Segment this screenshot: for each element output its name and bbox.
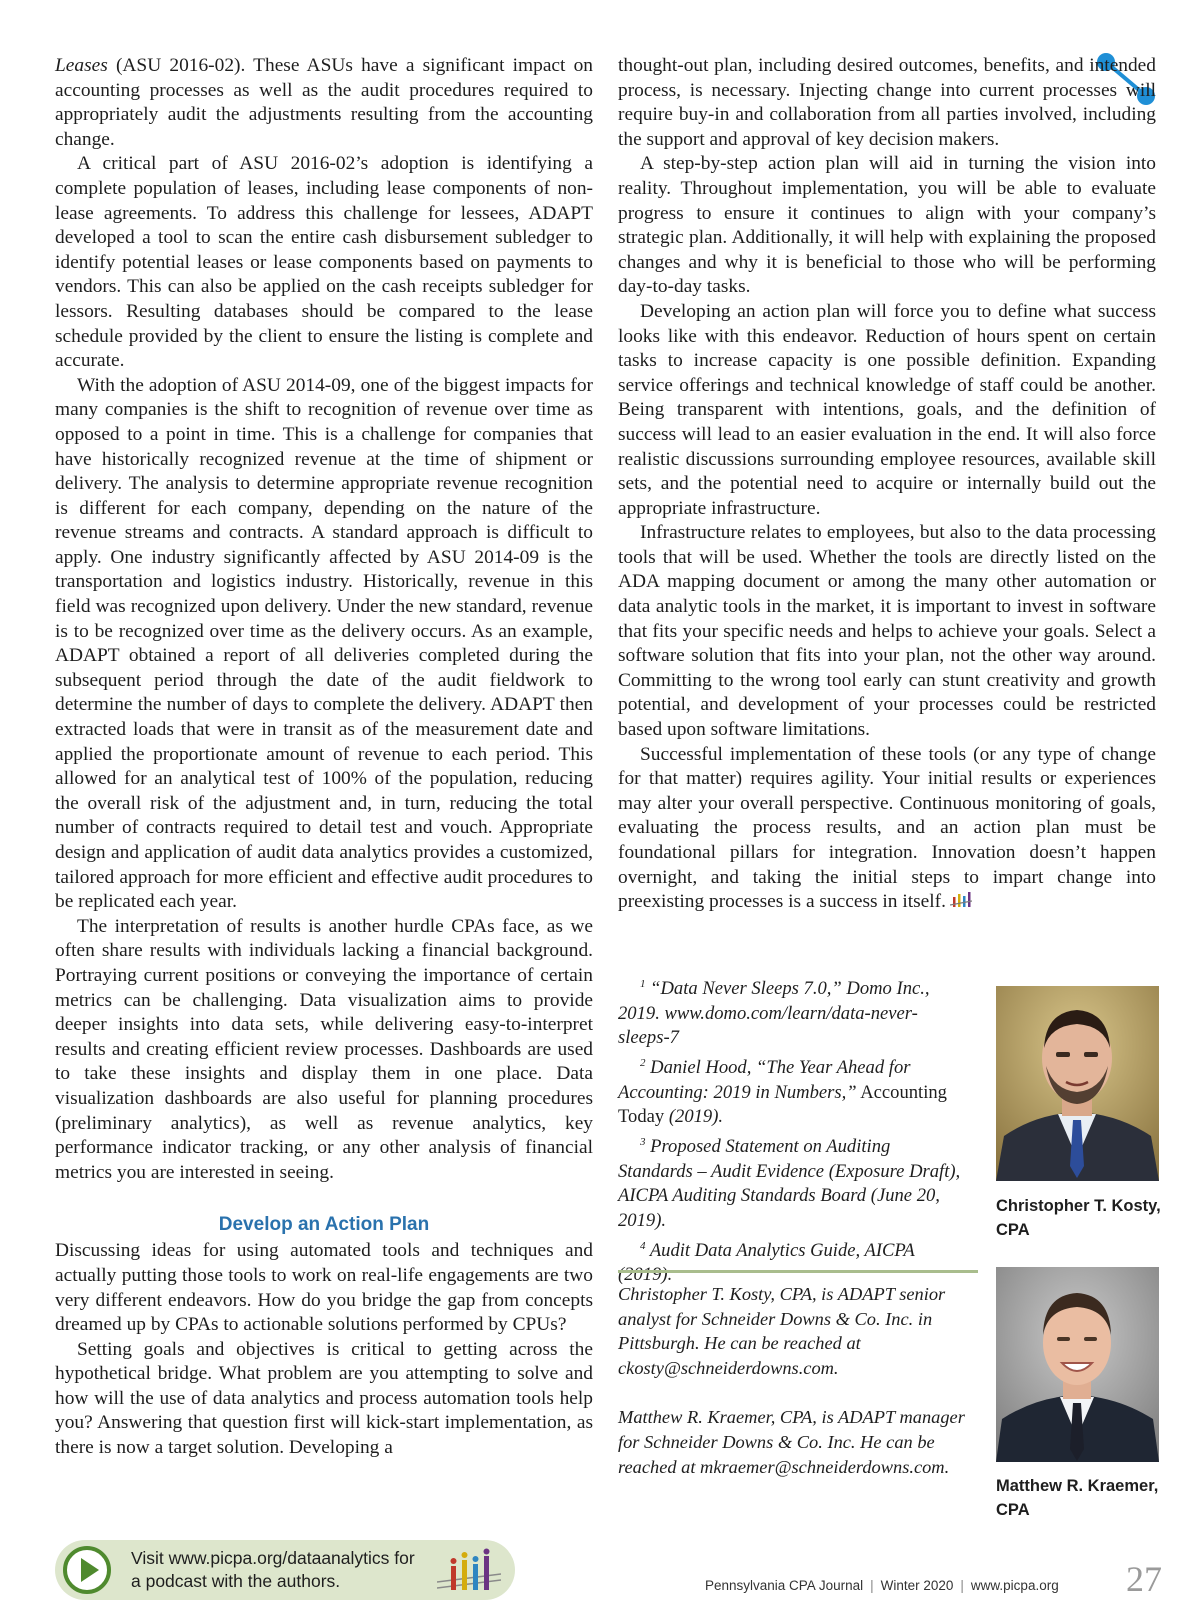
footnote: $^4$ Audit Data Analytics Guide, AICPA (2019). [618,1239,915,1286]
analytics-logo-icon [437,1548,501,1594]
paragraph: Successful implementation of these tools (or any type of change for that matter) requires agility. Your initial results or experiences may alter your overall perspective. Continuous monitoring of goals, evaluating the process results, and an action plan must be foundational pillars for integration. Innovation doesn’t happen overnight, and taking the initial steps to impart change into preexisting processes is a success in itself. [618,743,1156,913]
page-number: 27 [1126,1559,1162,1599]
paragraph: Setting goals and objectives is critical to getting across the hypothetical bridge. What problem are you attempting to solve and how will the use of data analytics and process automation tools help you? Answering that question first will kick-start implementation, as there is now a target solution. Developing a [55,1338,593,1459]
photo-caption-kosty: Christopher T. Kosty, CPA [996,1197,1161,1239]
page-footer: Pennsylvania CPA Journal | Winter 2020 | www.picpa.org [705,1578,1059,1593]
author-bio-kosty: Christopher T. Kosty, CPA, is ADAPT senior analyst for Schneider Downs & Co. Inc. in Pittsburgh. He can be reached at ckosty@schneiderdowns.com. [618,1284,946,1378]
footnote: $^2$ Daniel Hood, “The Year Ahead for Accounting: 2019 in Numbers,” Accounting Today (2019). [618,1056,947,1128]
paragraph: thought-out plan, including desired outcomes, benefits, and intended process, is necessary. Injecting change into current processes will require buy-in and collaboration from all parties involved, including the support and approval of key decision makers. [618,55,1156,150]
right-column [618,54,1156,915]
paragraph: With the adoption of ASU 2014-09, one of the biggest impacts for many companies is the shift to recognition of revenue over time as opposed to a point in time. This is a challenge for companies that have historically recognized revenue at the time of shipment or delivery. The analysis to determine appropriate revenue recognition is different for each company, depending on the nature of the revenue streams and contracts. A standard approach is difficult to apply. One industry significantly affected by ASU 2014-09 is the transportation and logistics industry. Historically, revenue in this field was recognized upon delivery. Under the new standard, revenue is to be recognized over time as the delivery occurs. As an example, ADAPT obtained a report of all deliveries completed during the subsequent period through the date of the audit fieldwork to determine the number of days to complete the delivery. ADAPT then extracted loads that were in transit as of the measurement date and applied the proportionate amount of revenue to each period. This allowed for an analytical test of 100% of the population, reducing the overall risk of the adjustment and, in turn, reducing the total number of contracts required to detail test and vouch. Appropriate design and application of audit data analytics provides a customized, tailored approach for more efficient and effective audit procedures to be replicated each year. [55,374,593,913]
paragraph: The interpretation of results is another hurdle CPAs face, as we often share results with individuals lacking a financial background. Portraying current positions or conveying the importance of certain metrics can be challenging. Data visualization aims to provide deeper insights into data sets, while delivering easy-to-interpret results and creating efficient review processes. Dashboards are used to take these insights and display them in one place. Data visualization dashboards are also useful for planning procedures (preliminary analytics), as well as revenue analytics, key performance indicator tracking, or any other analysis of financial metrics you are interested in seeing. [55,915,593,1183]
author-bios [618,1282,978,1504]
article-end-mark-icon [950,891,972,909]
podcast-text[interactable] [131,1547,451,1593]
footnotes [618,972,968,1288]
footnote: $^1$ “Data Never Sleeps 7.0,” Domo Inc., 2019. www.domo.com/learn/data-never-sleeps-7 [618,978,930,1049]
paragraph: A critical part of ASU 2016-02’s adoption is identifying a complete population of leases, including lease components of non-lease agreements. To address this challenge for lessees, ADAPT developed a tool to scan the entire cash disbursement subledger to identify potential leases or lease components based on payments to vendors. This can also be applied on the cash receipts subledger for lessors. Resulting databases should be compared to the lease schedule provided by the client to ensure the listing is complete and accurate. [55,153,593,372]
footnote: $^3$ Proposed Statement on Auditing Standards – Audit Evidence (Exposure Draft), AICPA Auditing Standards Board (June 20, 2019). [618,1135,961,1231]
paragraph: Developing an action plan will force you to define what success looks like with this endeavor. Reduction of hours spent on certain tasks to increase capacity is one possible definition. Expanding service offerings and technical knowledge of staff could be another. Being transparent with intentions, goals, and the definition of success will lead to an easier evaluation in the end. It will also force realistic discussions surrounding employee resources, available skill sets, and the potential need to acquire or internally build out the appropriate infrastructure. [618,300,1156,519]
paragraph: A step-by-step action plan will aid in turning the vision into reality. Throughout implementation, you will be able to evaluate progress to ensure it continues to align with your company’s strategic plan. Additionally, it will help with explaining the proposed changes and why it is beneficial to those who will be performing day-to-day tasks. [618,153,1156,298]
author-photo-kraemer [996,1267,1159,1462]
paragraph: Discussing ideas for using automated tools and techniques and actually putting those tools to work on real-life engagements are two very different endeavors. How do you bridge the gap from concepts dreamed up by CPAs to actionable solutions performed by CPUs? [55,1240,593,1336]
author-photo-kosty [996,986,1159,1181]
photo-caption-kraemer: Matthew R. Kraemer, CPA [996,1477,1159,1519]
author-bio-kraemer: Matthew R. Kraemer, CPA, is ADAPT manager for Schneider Downs & Co. Inc. He can be reached at mkraemer@schneiderdowns.com. [618,1407,965,1477]
left-column [55,54,593,1461]
podcast-line: Visit www.picpa.org/dataanalytics for [131,1548,415,1568]
journal-name: Pennsylvania CPA Journal [705,1578,864,1593]
divider [618,1270,978,1273]
podcast-line: a podcast with the authors. [131,1571,341,1591]
podcast-promo[interactable] [55,1540,515,1600]
issue-label: Winter 2020 [880,1578,954,1593]
paragraph: Infrastructure relates to employees, but also to the data processing tools that will be used. Whether the tools are directly listed on the ADA mapping document or among the many other automation or data analytic tools in the market, it is important to invest in software that fits your specific needs and helps to achieve your goals. Select a software solution that fits into your plan, not the other way around. Committing to the wrong tool early can stunt creativity and growth potential, and development of your processes could be restricted based upon software limitations. [618,522,1156,741]
paragraph: Leases (ASU 2016-02). These ASUs have a significant impact on accounting processes as well as the audit procedures required to appropriately audit the adjustments resulting from the accounting change. [55,55,593,150]
section-heading: Develop an Action Plan [218,1214,430,1236]
play-icon[interactable] [61,1544,113,1596]
website-link[interactable]: www.picpa.org [970,1578,1059,1593]
